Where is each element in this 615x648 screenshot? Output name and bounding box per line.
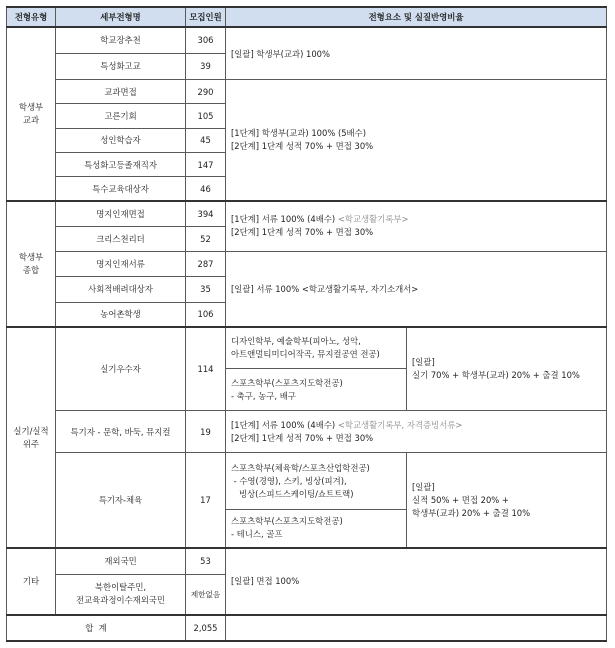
subtype-cell: 특기자 - 문학, 바둑, 뮤지컬 <box>56 410 186 452</box>
quota-cell: 394 <box>186 201 226 226</box>
elements-text: [1단계] 학생부(교과) 100% (5배수) [2단계] 1단계 성적 70% + 면접 30% <box>231 128 374 151</box>
group-cell-student-record-subject <box>7 27 56 201</box>
group-cell-other: 기타 <box>7 548 56 615</box>
subtype-cell: 특성화고교 <box>56 53 186 79</box>
header-quota: 모집인원 <box>186 7 226 27</box>
quota-cell: 45 <box>186 128 226 152</box>
quota-cell: 제한없음 <box>186 574 226 614</box>
subtype-cell: 실기우수자 <box>56 327 186 410</box>
elements-cell: [일괄] 서류 100% <학교생활기록부, 자기소개서> <box>226 251 607 327</box>
elements-line-1 <box>231 419 603 432</box>
total-row <box>7 615 607 641</box>
subtype-cell: 농어촌학생 <box>56 302 186 327</box>
subtype-cell: 고른기회 <box>56 104 186 128</box>
subtype-cell: 특기자-체육 <box>56 453 186 548</box>
major-cell <box>226 369 407 410</box>
subtype-cell: 재외국민 <box>56 548 186 574</box>
group-cell-student-record-comprehensive <box>7 201 56 327</box>
table-row <box>7 27 607 53</box>
quota-cell: 19 <box>186 410 226 452</box>
admission-table <box>6 6 607 642</box>
elements-line-2: [2단계] 1단계 성적 70% + 면접 30% <box>231 432 374 443</box>
major-cell <box>226 453 407 510</box>
major-text: 스포츠학부(체육학/스포츠산업학전공) - 수영(경영), 스키, 빙상(피겨), 빙상(스피드스케이팅/쇼트트랙) <box>231 462 370 499</box>
group-label: 학생부 종합 <box>18 252 44 276</box>
quota-cell: 106 <box>186 302 226 327</box>
elements-note: <학교생활기록부> <box>337 214 409 225</box>
elements-text: [일괄] 실기 70% + 학생부(교과) 20% + 출결 10% <box>412 357 580 381</box>
table-row <box>7 251 607 276</box>
elements-cell <box>407 453 607 548</box>
elements-note: <학교생활기록부, 자격증빙서류> <box>337 419 463 430</box>
table-row <box>7 201 607 226</box>
quota-cell: 114 <box>186 327 226 410</box>
quota-cell: 35 <box>186 277 226 302</box>
table-row <box>7 410 607 452</box>
quota-cell: 306 <box>186 27 226 53</box>
table-row <box>7 548 607 574</box>
elements-cell <box>226 410 607 452</box>
major-text: 스포츠학부(스포츠지도학전공) - 축구, 농구, 배구 <box>231 377 343 401</box>
table-row <box>7 327 607 368</box>
subtype-cell: 특성화고등졸재직자 <box>56 152 186 176</box>
elements-cell <box>226 201 607 252</box>
subtype-cell: 명지인재면접 <box>56 201 186 226</box>
quota-cell: 287 <box>186 251 226 276</box>
quota-cell: 46 <box>186 177 226 201</box>
quota-cell: 147 <box>186 152 226 176</box>
quota-cell: 105 <box>186 104 226 128</box>
elements-text: [1단계] 서류 100% (4배수) <box>231 419 338 430</box>
quota-cell: 39 <box>186 53 226 79</box>
subtype-text: 북한이탈주민, 전교육과정이수재외국민 <box>76 582 165 606</box>
total-empty <box>226 615 607 641</box>
group-label: 실기/실적 위주 <box>13 425 49 449</box>
elements-line-1 <box>231 213 603 226</box>
elements-cell <box>407 327 607 410</box>
group-label: 학생부 교과 <box>18 101 44 125</box>
subtype-cell: 사회적배려대상자 <box>56 277 186 302</box>
major-text: 스포츠학부(스포츠지도학전공) - 테니스, 골프 <box>231 516 343 540</box>
elements-text: [1단계] 서류 100% (4배수) <box>231 214 338 225</box>
elements-cell: [일괄] 면접 100% <box>226 548 607 615</box>
header-row <box>7 7 607 27</box>
subtype-cell: 크리스천리더 <box>56 226 186 251</box>
major-cell <box>226 327 407 368</box>
major-cell <box>226 509 407 547</box>
subtype-cell: 명지인재서류 <box>56 251 186 276</box>
quota-cell: 53 <box>186 548 226 574</box>
subtype-cell: 학교장추천 <box>56 27 186 53</box>
quota-cell: 52 <box>186 226 226 251</box>
total-quota: 2,055 <box>186 615 226 641</box>
subtype-cell: 특수교육대상자 <box>56 177 186 201</box>
subtype-cell: 성인학습자 <box>56 128 186 152</box>
subtype-cell <box>56 574 186 614</box>
table-row <box>7 453 607 510</box>
group-cell-practical-performance <box>7 327 56 547</box>
elements-cell: [일괄] 학생부(교과) 100% <box>226 27 607 80</box>
quota-cell: 17 <box>186 453 226 548</box>
total-label: 합 계 <box>7 615 186 641</box>
header-elements: 전형요소 및 실질반영비율 <box>226 7 607 27</box>
elements-text: [일괄] 실적 50% + 면접 20% + 학생부(교과) 20% + 출결 10% <box>412 481 531 518</box>
header-type: 전형유형 <box>7 7 56 27</box>
major-text: 디자인학부, 예술학부(피아노, 성악, 아트앤멀티미디어작곡, 뮤지컬공연 전공) <box>231 336 380 360</box>
subtype-cell: 교과면접 <box>56 80 186 104</box>
header-subtype: 세부전형명 <box>56 7 186 27</box>
elements-line-2: [2단계] 1단계 성적 70% + 면접 30% <box>231 227 374 238</box>
table-row <box>7 80 607 104</box>
quota-cell: 290 <box>186 80 226 104</box>
elements-cell <box>226 80 607 201</box>
